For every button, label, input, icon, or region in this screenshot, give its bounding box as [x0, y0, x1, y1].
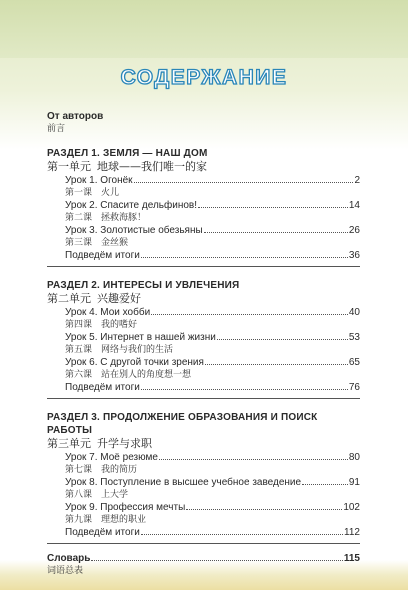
intro-entry [47, 110, 360, 123]
leader-dots [134, 174, 354, 183]
page-number: 36 [348, 250, 360, 261]
unit-label: 第一单元 [47, 160, 91, 173]
page-number: 53 [348, 332, 360, 343]
entry-cn: 第一课 火儿 [65, 188, 120, 198]
entry-cn: 第三课 金丝猴 [65, 238, 129, 248]
leader-dots [159, 451, 348, 460]
leader-dots [141, 249, 348, 258]
toc-entry [47, 476, 360, 489]
page-number: 76 [348, 382, 360, 393]
toc-entry [47, 199, 360, 212]
section-3-unit [47, 437, 360, 451]
toc-entry [47, 224, 360, 237]
entry-label: Урок 4. Мои хобби [65, 307, 151, 318]
toc-entry [47, 174, 360, 187]
glossary-cn: 词语总表 [47, 566, 84, 576]
entry-label: Урок 5. Интернет в нашей жизни [65, 332, 216, 343]
intro-cn: 前言 [47, 124, 66, 134]
entry-label: Урок 3. Золотистые обезьяны [65, 225, 203, 236]
summary-entry [47, 381, 360, 394]
leader-dots [204, 224, 348, 233]
toc-entry [47, 356, 360, 369]
glossary-entry [47, 552, 360, 565]
entry-cn: 第四课 我的嗜好 [65, 320, 138, 330]
entry-cn: 第九课 理想的职业 [65, 515, 147, 525]
section-2-heading: РАЗДЕЛ 2. ИНТЕРЕСЫ И УВЛЕЧЕНИЯ [47, 280, 240, 291]
unit-title: 地球——我们唯一的家 [97, 160, 207, 173]
entry-cn: 第七课 我的简历 [65, 465, 138, 475]
page-number: 102 [343, 502, 360, 513]
entry-label: Подведём итоги [65, 250, 140, 261]
leader-dots [302, 476, 348, 485]
leader-dots [217, 331, 348, 340]
leader-dots [198, 199, 348, 208]
entry-label: Урок 9. Профессия мечты [65, 502, 186, 513]
unit-title: 升学与求职 [97, 437, 152, 450]
entry-label: Урок 8. Поступление в высшее учебное заведение [65, 477, 302, 488]
leader-dots [205, 356, 348, 365]
entry-cn: 第二课 拯救海豚！ [65, 213, 147, 223]
section-1-unit [47, 160, 360, 174]
entry-cn: 第五课 网络与我们的生活 [65, 345, 174, 355]
page-number: 26 [348, 225, 360, 236]
glossary-label: Словарь [47, 553, 91, 564]
leader-dots [141, 381, 348, 390]
unit-title: 兴趣爱好 [97, 292, 141, 305]
page-number: 14 [348, 200, 360, 211]
unit-label: 第三单元 [47, 437, 91, 450]
page-title: СОДЕРЖАНИЕ [120, 66, 288, 89]
toc-entry [47, 306, 360, 319]
leader-dots [91, 552, 342, 561]
top-decor-band [0, 0, 408, 58]
section-divider [47, 266, 360, 267]
leader-dots [186, 501, 342, 510]
entry-cn: 第六课 站在别人的角度想一想 [65, 370, 192, 380]
toc-entry [47, 331, 360, 344]
toc-entry [47, 501, 360, 514]
page-number: 91 [348, 477, 360, 488]
entry-label: Урок 2. Спасите дельфинов! [65, 200, 197, 211]
table-of-contents [47, 110, 360, 577]
intro-label: От авторов [47, 111, 104, 122]
section-divider [47, 398, 360, 399]
entry-label: Урок 7. Моё резюме [65, 452, 158, 463]
summary-entry [47, 526, 360, 539]
entry-cn: 第八课 上大学 [65, 490, 129, 500]
page-number: 65 [348, 357, 360, 368]
toc-entry [47, 451, 360, 464]
entry-label: Подведём итоги [65, 382, 140, 393]
section-1-heading: РАЗДЕЛ 1. ЗЕМЛЯ — НАШ ДОМ [47, 148, 208, 159]
page-number: 112 [344, 527, 360, 538]
page-number: 115 [343, 553, 360, 564]
page-number: 80 [348, 452, 360, 463]
entry-label: Подведём итоги [65, 527, 140, 538]
summary-entry [47, 249, 360, 262]
section-3-heading: РАЗДЕЛ 3. ПРОДОЛЖЕНИЕ ОБРАЗОВАНИЯ И ПОИСК РАБОТЫ [47, 412, 318, 436]
section-2-unit [47, 292, 360, 306]
entry-label: Урок 6. С другой точки зрения [65, 357, 204, 368]
leader-dots [141, 526, 343, 535]
entry-label: Урок 1. Огонёк [65, 175, 133, 186]
page-number: 40 [348, 307, 360, 318]
page-number: 2 [354, 175, 360, 186]
leader-dots [151, 306, 348, 315]
unit-label: 第二单元 [47, 292, 91, 305]
